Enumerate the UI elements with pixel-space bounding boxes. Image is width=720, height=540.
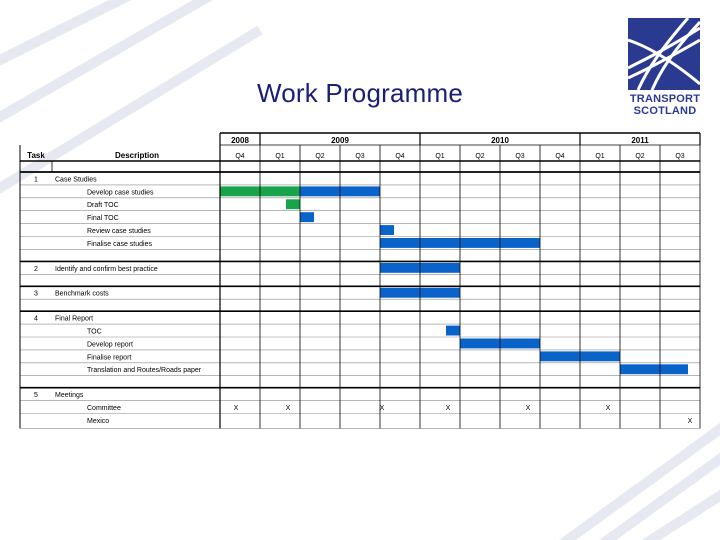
meeting-mark-18-4: X <box>525 405 531 412</box>
row-label-7: Identify and confirm best practice <box>55 265 158 273</box>
header-task: Task <box>27 151 45 160</box>
row-label-0: Case Studies <box>55 176 97 184</box>
quarter-label-3: Q3 <box>355 153 365 160</box>
quarter-label-9: Q1 <box>595 153 605 160</box>
bar-3-0 <box>300 212 314 222</box>
task-number-1: 1 <box>34 176 38 184</box>
row-label-18: Committee <box>87 405 121 412</box>
meeting-mark-18-3: X <box>445 405 451 412</box>
row-label-1: Develop case studies <box>87 189 154 197</box>
task-number-3: 3 <box>34 290 38 298</box>
logo-line2: SCOTLAND <box>633 105 697 117</box>
row-label-14: Finalise report <box>87 354 132 362</box>
row-label-11: Final Report <box>55 315 94 323</box>
year-label-2: 2010 <box>491 136 509 145</box>
quarter-label-0: Q4 <box>235 153 245 160</box>
row-label-9: Benchmark costs <box>55 290 109 298</box>
quarter-label-7: Q3 <box>515 153 525 160</box>
meeting-mark-18-0: X <box>233 405 239 412</box>
logo-line1: TRANSPORT <box>629 93 701 105</box>
task-number-5: 5 <box>34 392 38 400</box>
row-label-5: Finalise case studies <box>87 240 152 248</box>
row-label-19: Mexico <box>87 417 110 425</box>
year-label-0: 2008 <box>231 136 249 145</box>
year-label-1: 2009 <box>331 136 349 145</box>
meeting-mark-19-0: X <box>687 417 693 425</box>
header-description: Description <box>114 151 160 160</box>
row-label-2: Draft TOC <box>87 202 119 210</box>
row-label-4: Review case studies <box>87 228 151 235</box>
row-label-13: Develop report <box>87 341 133 349</box>
task-number-2: 2 <box>34 265 38 273</box>
meeting-mark-18-1: X <box>285 405 291 412</box>
bar-4-0 <box>380 225 394 235</box>
row-label-17: Meetings <box>55 392 84 400</box>
row-label-15: Translation and Routes/Roads paper <box>87 367 202 375</box>
quarter-label-11: Q3 <box>675 153 685 160</box>
quarter-label-4: Q4 <box>395 153 405 160</box>
quarter-label-5: Q1 <box>435 153 445 160</box>
quarter-label-2: Q2 <box>315 153 325 160</box>
bar-12-0 <box>446 326 460 336</box>
bar-15-0 <box>620 364 688 374</box>
meeting-mark-18-5: X <box>605 405 611 412</box>
year-label-3: 2011 <box>631 136 649 145</box>
meeting-mark-18-2: X <box>379 405 385 412</box>
bar-2-0 <box>286 199 300 209</box>
row-label-3: Final TOC <box>87 215 119 223</box>
quarter-label-8: Q4 <box>555 153 565 160</box>
page-title: Work Programme <box>256 78 464 108</box>
task-number-4: 4 <box>34 315 38 323</box>
row-label-12: TOC <box>87 328 102 336</box>
quarter-label-10: Q2 <box>635 153 645 160</box>
quarter-label-6: Q2 <box>475 153 485 160</box>
quarter-label-1: Q1 <box>275 153 285 160</box>
